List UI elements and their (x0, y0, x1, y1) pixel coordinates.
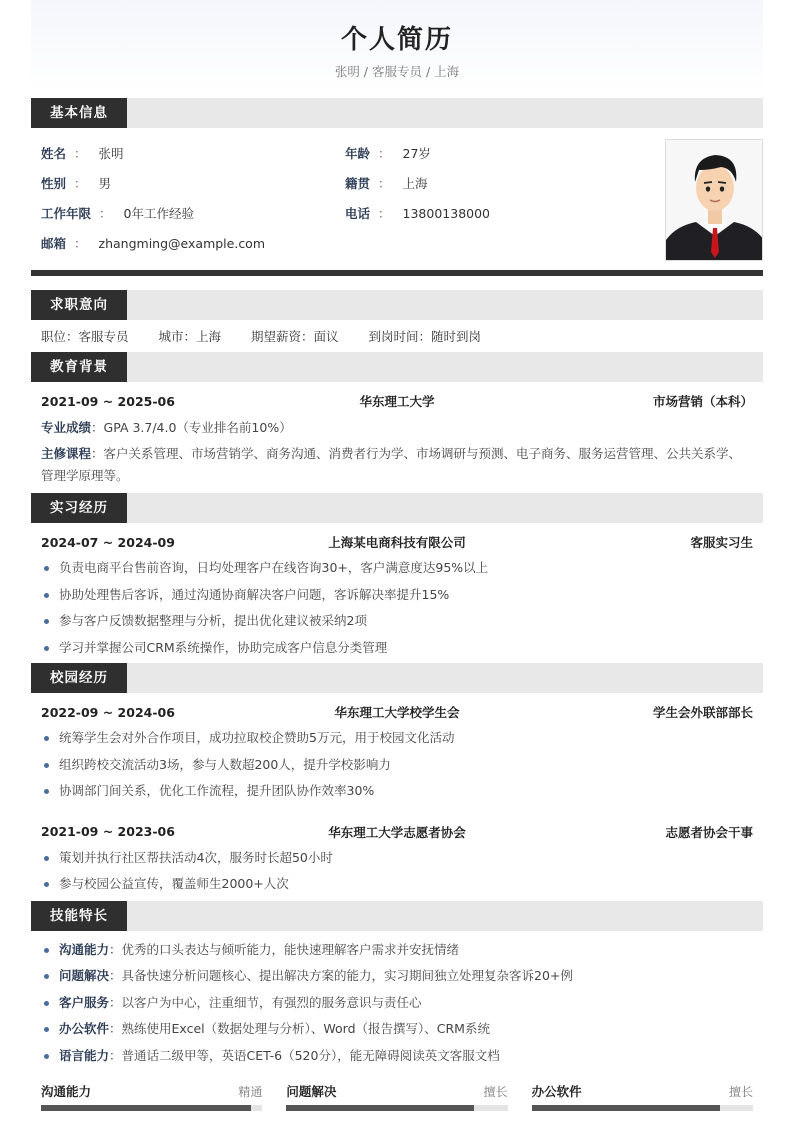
skill-label: 沟通能力 (59, 941, 110, 957)
origin-value: 上海 (402, 176, 428, 191)
skill-bar-name: 沟通能力 (41, 1084, 92, 1099)
campus-entry (31, 821, 763, 843)
skill-bar-fill (286, 1105, 474, 1111)
education-courses (31, 443, 763, 487)
entry-date: 2024-07 ~ 2024-09 (41, 534, 175, 550)
skill-bar (532, 1081, 753, 1111)
phone-label: 电话 (345, 206, 371, 221)
colon: ： (378, 176, 391, 191)
skill-label: 客户服务 (59, 994, 110, 1010)
info-row (41, 138, 753, 168)
skill-text: ：熟练使用Excel（数据处理与分析）、Word（报告撰写）、CRM系统 (109, 1021, 490, 1036)
avatar-illustration (666, 140, 763, 261)
phone-value: 13800138000 (402, 205, 491, 221)
list-item: 负责电商平台售前咨询，日均处理客户在线咨询30+，客户满意度达95%以上 (41, 555, 753, 582)
name-value: 张明 (98, 146, 124, 161)
entry-org: 上海某电商科技有限公司 (328, 535, 466, 550)
entry-date: 2021-09 ~ 2023-06 (41, 824, 175, 839)
origin-label: 籍贯 (345, 176, 371, 191)
info-row (41, 228, 753, 258)
entry-role: 志愿者协会干事 (665, 824, 753, 840)
section-skills (31, 901, 763, 931)
job-intent (31, 320, 763, 352)
info-name (41, 144, 345, 162)
list-item: 协助处理售后客诉，通过沟通协商解决客户问题，客诉解决率提升15% (41, 582, 753, 609)
info-row (41, 198, 753, 228)
section-title: 实习经历 (31, 493, 127, 523)
grade-value: ：GPA 3.7/4.0（专业排名前10%） (91, 420, 292, 435)
info-gender (41, 174, 345, 192)
skill-text: ：优秀的口头表达与倾听能力，能快速理解客户需求并安抚情绪 (109, 941, 460, 957)
skill-label: 办公软件 (59, 1021, 110, 1036)
section-basic-info (31, 98, 763, 128)
age-label: 年龄 (345, 146, 371, 161)
list-item: 策划并执行社区帮扶活动4次，服务时长超50小时 (41, 845, 753, 872)
skill-label: 问题解决 (59, 968, 110, 983)
skill-bar-name: 问题解决 (286, 1084, 337, 1099)
skills-list (31, 937, 763, 1070)
colon: ： (378, 146, 391, 161)
info-row (41, 168, 753, 198)
skill-bar-level: 擅长 (728, 1084, 753, 1099)
skill-bar-level: 擅长 (483, 1084, 508, 1099)
education-entry (31, 390, 763, 412)
skill-bar-track (286, 1105, 507, 1111)
skill-bar-track (532, 1105, 753, 1111)
gender-label: 性别 (41, 176, 67, 191)
list-item (41, 937, 753, 964)
info-age (345, 144, 649, 162)
list-item (41, 1016, 753, 1043)
entry-org: 华东理工大学 (359, 394, 435, 409)
section-education (31, 352, 763, 382)
list-item: 协调部门间关系，优化工作流程，提升团队协作效率30% (41, 778, 753, 805)
skill-bar-fill (41, 1105, 251, 1111)
colon: ： (74, 176, 87, 191)
intent-salary: 期望薪资：面议 (251, 329, 339, 344)
skill-bar (286, 1081, 507, 1111)
campus-list (31, 725, 763, 805)
section-campus (31, 663, 763, 693)
section-title: 基本信息 (31, 98, 127, 128)
profile-photo (665, 139, 763, 261)
list-item: 统筹学生会对外合作项目，成功拉取校企赞助5万元，用于校园文化活动 (41, 725, 753, 752)
section-internship (31, 493, 763, 523)
list-item: 参与校园公益宣传，覆盖师生2000+人次 (41, 871, 753, 898)
years-value: 0年工作经验 (123, 206, 194, 221)
entry-org: 华东理工大学校学生会 (334, 705, 460, 720)
list-item (41, 990, 753, 1017)
entry-role: 市场营销（本科） (652, 394, 753, 409)
email-value: zhangming@example.com (98, 235, 266, 251)
section-title: 求职意向 (31, 290, 127, 320)
intent-city: 城市：上海 (158, 329, 222, 344)
skill-bars (31, 1081, 763, 1111)
info-phone (345, 204, 649, 222)
age-value: 27岁 (402, 146, 431, 161)
education-grade (31, 415, 763, 441)
skill-text: ：普通话二级甲等，英语CET-6（520分），能无障碍阅读英文客服文档 (109, 1047, 500, 1063)
divider (31, 270, 763, 276)
list-item: 学习并掌握公司CRM系统操作，协助完成客户信息分类管理 (41, 635, 753, 662)
email-label: 邮箱 (41, 236, 67, 251)
name-label: 姓名 (41, 146, 67, 161)
grade-label: 专业成绩 (41, 420, 92, 435)
list-item (41, 963, 753, 990)
internship-list (31, 555, 763, 661)
colon: ： (74, 146, 87, 161)
section-title: 教育背景 (31, 352, 127, 382)
intent-arrival: 到岗时间：随时到岗 (368, 329, 482, 344)
entry-date: 2021-09 ~ 2025-06 (41, 393, 175, 409)
section-title: 校园经历 (31, 663, 127, 693)
list-item (41, 1043, 753, 1070)
skill-text: ：具备快速分析问题核心、提出解决方案的能力，实习期间独立处理复杂客诉20+例 (109, 968, 573, 983)
campus-list (31, 845, 763, 898)
list-item: 参与客户反馈数据整理与分析，提出优化建议被采纳2项 (41, 608, 753, 635)
courses-value: ：客户关系管理、市场营销学、商务沟通、消费者行为学、市场调研与预测、电子商务、服务运营管理、公共关系学、管理学原理等。 (41, 446, 742, 483)
entry-role: 客服实习生 (690, 535, 753, 550)
entry-date: 2022-09 ~ 2024-06 (41, 704, 175, 720)
skill-label: 语言能力 (59, 1047, 110, 1063)
skill-bar-name: 办公软件 (531, 1084, 582, 1099)
info-years (41, 204, 345, 222)
campus-entry (31, 701, 763, 723)
section-intent (31, 290, 763, 320)
page-title: 个人简历 (340, 25, 453, 55)
skill-bar (41, 1081, 262, 1111)
list-item: 组织跨校交流活动3场，参与人数超200人，提升学校影响力 (41, 752, 753, 779)
section-title: 技能特长 (31, 901, 127, 931)
gender-value: 男 (98, 176, 112, 191)
skill-text: ：以客户为中心，注重细节，有强烈的服务意识与责任心 (109, 994, 422, 1010)
colon: ： (99, 206, 112, 221)
entry-role: 学生会外联部部长 (652, 705, 753, 720)
years-label: 工作年限 (41, 206, 92, 221)
internship-entry (31, 531, 763, 553)
info-email (41, 234, 345, 252)
entry-org: 华东理工大学志愿者协会 (328, 824, 466, 840)
skill-bar-fill (532, 1105, 720, 1111)
resume-header (31, 0, 763, 92)
colon: ： (378, 206, 391, 221)
basic-info (31, 128, 763, 262)
intent-position: 职位：客服专员 (41, 329, 129, 344)
courses-label: 主修课程 (41, 446, 92, 461)
skill-bar-track (41, 1105, 262, 1111)
info-origin (345, 174, 649, 192)
page-subtitle: 张明 / 客服专员 / 上海 (334, 64, 460, 79)
colon: ： (74, 236, 87, 251)
skill-bar-level: 精通 (238, 1084, 263, 1099)
